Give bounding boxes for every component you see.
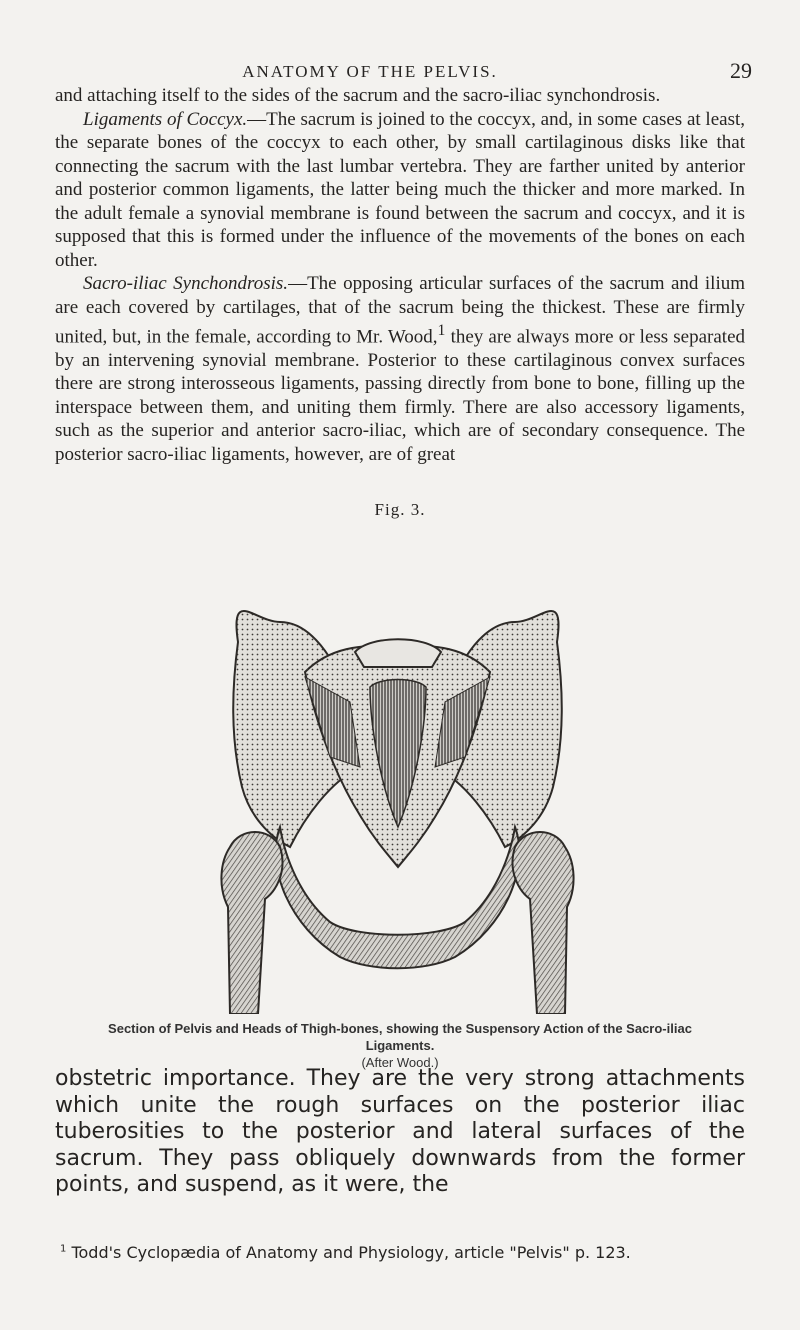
text-coccyx-ligaments: —The sacrum is joined to the coccyx, and, in some cases at least, the separate bones of the coccyx to each other, by small cartilaginous disks like that connecting the sacrum with the last lumbar vertebra. They are farther united by anterior and posterior common ligaments, the latter being much the thicker and more marked. In the adult female a synovial membrane is found between the sacrum and coccyx, and it is supposed that this is formed under the influence of the movements of the bones on each other. (55, 108, 745, 271)
paragraph-coccyx-ligaments (55, 108, 745, 273)
pelvis-illustration (210, 527, 585, 1014)
footnote-reference: 1 (437, 322, 446, 339)
figure-caption (80, 1020, 720, 1071)
text-sacro-iliac-a: —The opposing articular surfaces of the sacrum and ilium are each covered by cartilages, that of the sacrum being the thickest. These are firmly united, but, in the female, according to Mr. Wood, (55, 273, 745, 348)
body-text-top (55, 84, 745, 466)
page-number: 29 (730, 58, 752, 83)
heading-coccyx-ligaments: Ligaments of Coccyx. (83, 108, 248, 130)
footnote-text: Todd's Cyclopædia of Anatomy and Physiology, article "Pelvis" p. 123. (66, 1243, 631, 1262)
text-sacro-iliac-b: they are always more or less separated by an intervening synovial membrane. Posterior to these cartilaginous convex surfaces there are strong interosseous ligaments, passing directly from bone to bone, filling up the interspace between them, and uniting them firmly. There are also accessory ligaments, such as the superior and anterior sacro-iliac, which are of secondary consequence. The posterior sacro-iliac ligaments, however, are of great (55, 326, 746, 465)
footnote-marker: 1 (60, 1243, 67, 1255)
caption-source: (After Wood.) (361, 1055, 439, 1070)
lumbar-vertebra (355, 639, 441, 667)
footnote (60, 1243, 750, 1262)
caption-main: Section of Pelvis and Heads of Thigh-bones, showing the Suspensory Action of the Sacro-iliac Ligaments. (108, 1021, 692, 1053)
heading-sacro-iliac: Sacro-iliac Synchondrosis. (83, 273, 289, 294)
running-head (0, 58, 800, 86)
paragraph-obstetric: obstetric importance. They are the very strong attachments which unite the rough surfaces on the posterior iliac tuberosities to the posterior and lateral surfaces of the sacrum. They pass obliquely downwards from the former points, and suspend, as it were, the (55, 1066, 745, 1197)
left-femur (221, 832, 282, 1014)
body-text-bottom (55, 1066, 745, 1199)
running-title: ANATOMY OF THE PELVIS. (242, 62, 498, 81)
paragraph-sacro-iliac (55, 272, 745, 466)
right-femur (513, 832, 574, 1014)
figure-label: Fig. 3. (374, 500, 426, 519)
paragraph-continuation: and attaching itself to the sides of the sacrum and the sacro-iliac synchondrosis. (55, 85, 661, 106)
